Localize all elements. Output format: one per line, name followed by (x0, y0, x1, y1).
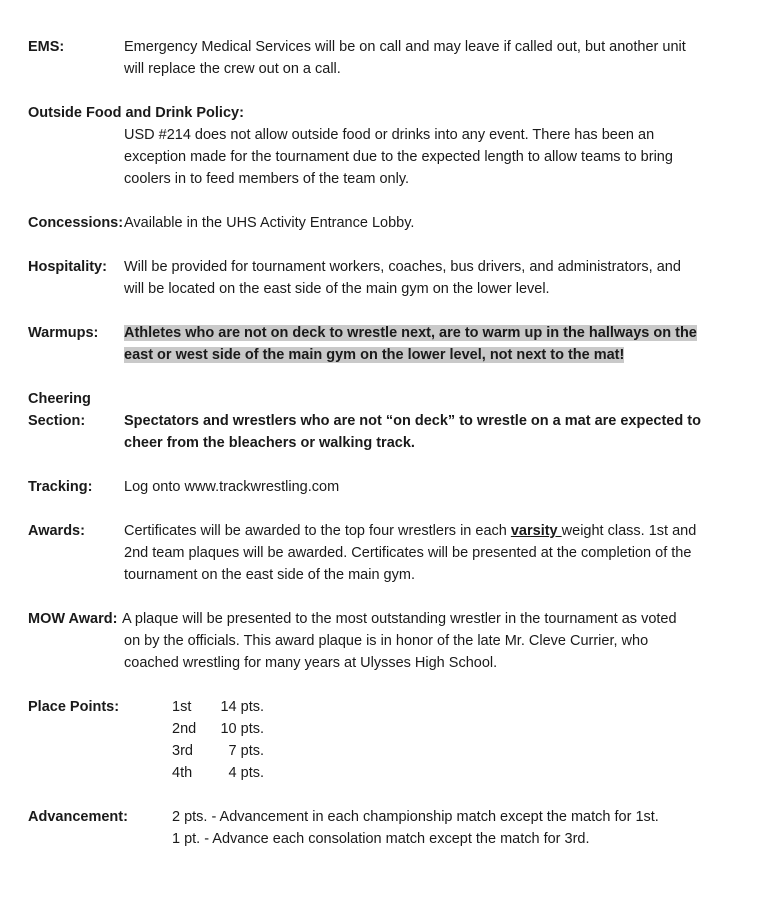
place-points-label: Place Points: (28, 699, 120, 715)
awards-text (124, 520, 714, 586)
warmups-highlight-line: east or west side of the main gym on the lower level, not next to the mat! (124, 347, 625, 363)
place-points-row (172, 696, 264, 718)
place-points-row (172, 740, 264, 762)
cheering-line: cheer from the bleachers or walking track. (124, 435, 415, 451)
awards-varsity-emphasis: varsity (510, 523, 562, 539)
tracking-text: Log onto www.trackwrestling.com (124, 479, 340, 495)
awards-line: tournament on the east side of the main gym. (124, 567, 415, 583)
place: 1st (172, 699, 192, 715)
hospitality-line: Will be provided for tournament workers, coaches, bus drivers, and administrators, and (124, 259, 681, 275)
tracking-label: Tracking: (28, 479, 93, 495)
mow-award-line: on by the officials. This award plaque is in honor of the late Mr. Cleve Currier, who (124, 633, 649, 649)
cheering-label (28, 388, 91, 432)
advancement-line: 2 pts. - Advancement in each championship match except the match for 1st. (172, 809, 659, 825)
cheering-line: Spectators and wrestlers who are not “on deck” to wrestle on a mat are expected to (124, 413, 701, 429)
cheering-text (124, 410, 714, 454)
food-policy-line: exception made for the tournament due to the expected length to allow teams to bring (124, 149, 673, 165)
hospitality-label: Hospitality: (28, 259, 107, 275)
advancement-line: 1 pt. - Advance each consolation match except the match for 3rd. (172, 831, 590, 847)
ems-line: will replace the crew out on a call. (124, 61, 341, 77)
warmups-highlight-line: Athletes who are not on deck to wrestle next, are to warm up in the hallways on the (124, 325, 697, 341)
mow-award-text (122, 608, 712, 674)
mow-award-line: coached wrestling for many years at Ulysses High School. (124, 655, 498, 671)
concessions-text: Available in the UHS Activity Entrance Lobby. (124, 215, 415, 231)
ems-line: Emergency Medical Services will be on call and may leave if called out, but another unit (124, 39, 686, 55)
place: 4th (172, 765, 193, 781)
warmups-text (124, 322, 714, 366)
advancement-label: Advancement: (28, 809, 128, 825)
points: 10 pts. (220, 721, 264, 737)
food-policy-text (124, 124, 714, 190)
awards-line1-post: weight class. 1st and (561, 523, 697, 539)
mow-award-label: MOW Award: (28, 611, 118, 627)
awards-line1-pre: Certificates will be awarded to the top four wrestlers in each (124, 523, 511, 539)
hospitality-text (124, 256, 714, 300)
ems-text (124, 36, 714, 80)
points: 4 pts. (228, 765, 264, 781)
food-policy-line: USD #214 does not allow outside food or drinks into any event. There has been an (124, 127, 655, 143)
advancement-text (172, 806, 659, 850)
hospitality-line: will be located on the east side of the main gym on the lower level. (124, 281, 550, 297)
place-points-row (172, 718, 264, 740)
ems-label: EMS: (28, 39, 65, 55)
place: 3rd (172, 743, 193, 759)
points: 7 pts. (228, 743, 264, 759)
place-points-table (172, 696, 264, 784)
food-policy-line: coolers in to feed members of the team only. (124, 171, 410, 187)
concessions-label: Concessions: (28, 215, 124, 231)
place: 2nd (172, 721, 197, 737)
cheering-label-line: Cheering (28, 391, 91, 407)
place-points-row (172, 762, 264, 784)
awards-line: 2nd team plaques will be awarded. Certificates will be presented at the completion of the (124, 545, 692, 561)
cheering-label-line: Section: (28, 413, 86, 429)
food-policy-label: Outside Food and Drink Policy: (28, 105, 244, 121)
awards-label: Awards: (28, 523, 85, 539)
mow-award-line: A plaque will be presented to the most outstanding wrestler in the tournament as voted (122, 611, 677, 627)
awards-line (124, 520, 714, 542)
warmups-label: Warmups: (28, 325, 99, 341)
points: 14 pts. (220, 699, 264, 715)
